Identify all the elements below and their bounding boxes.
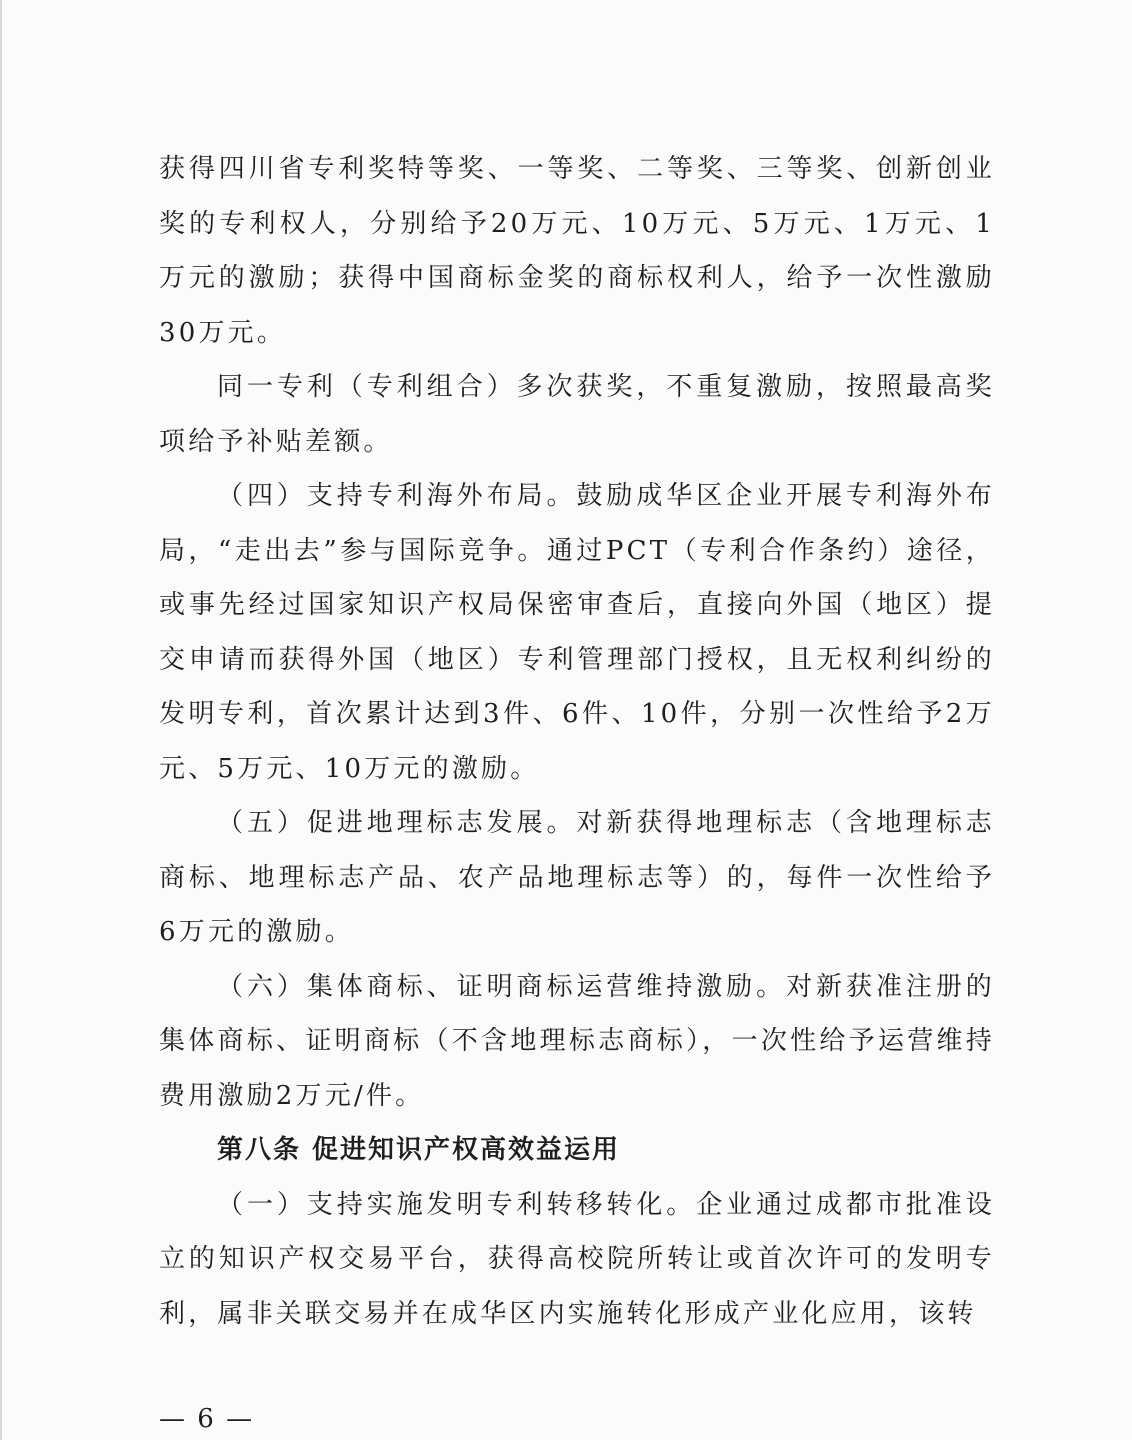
paragraph-overseas-patents: （四）支持专利海外布局。鼓励成华区企业开展专利海外布局，“走出去”参与国际竞争。通过PCT（专利合作条约）途径，或事先经过国家知识产权局保密审查后，直接向外国（地区）提交申请而获得外国（地区）专利管理部门授权，且无权利纠纷的发明专利，首次累计达到3件、6件、10件，分别一次性给予2万元、5万元、10万元的激励。 <box>159 481 995 784</box>
paragraph-no-duplicate-awards: 同一专利（专利组合）多次获奖，不重复激励，按照最高奖项给予补贴差额。 <box>159 372 995 457</box>
paragraph-patent-transfer: （一）支持实施发明专利转移转化。企业通过成都市批准设立的知识产权交易平台，获得高校院所转让或首次许可的发明专利，属非关联交易并在成华区内实施转化形成产业化应用，该转 <box>159 1189 995 1329</box>
paragraph-geographical-indications: （五）促进地理标志发展。对新获得地理标志（含地理标志商标、地理标志产品、农产品地理标志等）的，每件一次性给予6万元的激励。 <box>159 808 995 947</box>
document-body <box>159 142 995 1341</box>
paragraph-award-incentives: 获得四川省专利奖特等奖、一等奖、二等奖、三等奖、创新创业奖的专利权人，分别给予20万元、10万元、5万元、1万元、1万元的激励；获得中国商标金奖的商标权利人，给予一次性激励30万元。 <box>159 154 995 348</box>
paragraph-collective-trademarks: （六）集体商标、证明商标运营维持激励。对新获准注册的集体商标、证明商标（不含地理标志商标），一次性给予运营维持费用激励2万元/件。 <box>159 971 995 1111</box>
page-number: — 6 — <box>159 1404 255 1434</box>
section-heading-article-8: 第八条 促进知识产权高效益运用 <box>217 1135 621 1165</box>
